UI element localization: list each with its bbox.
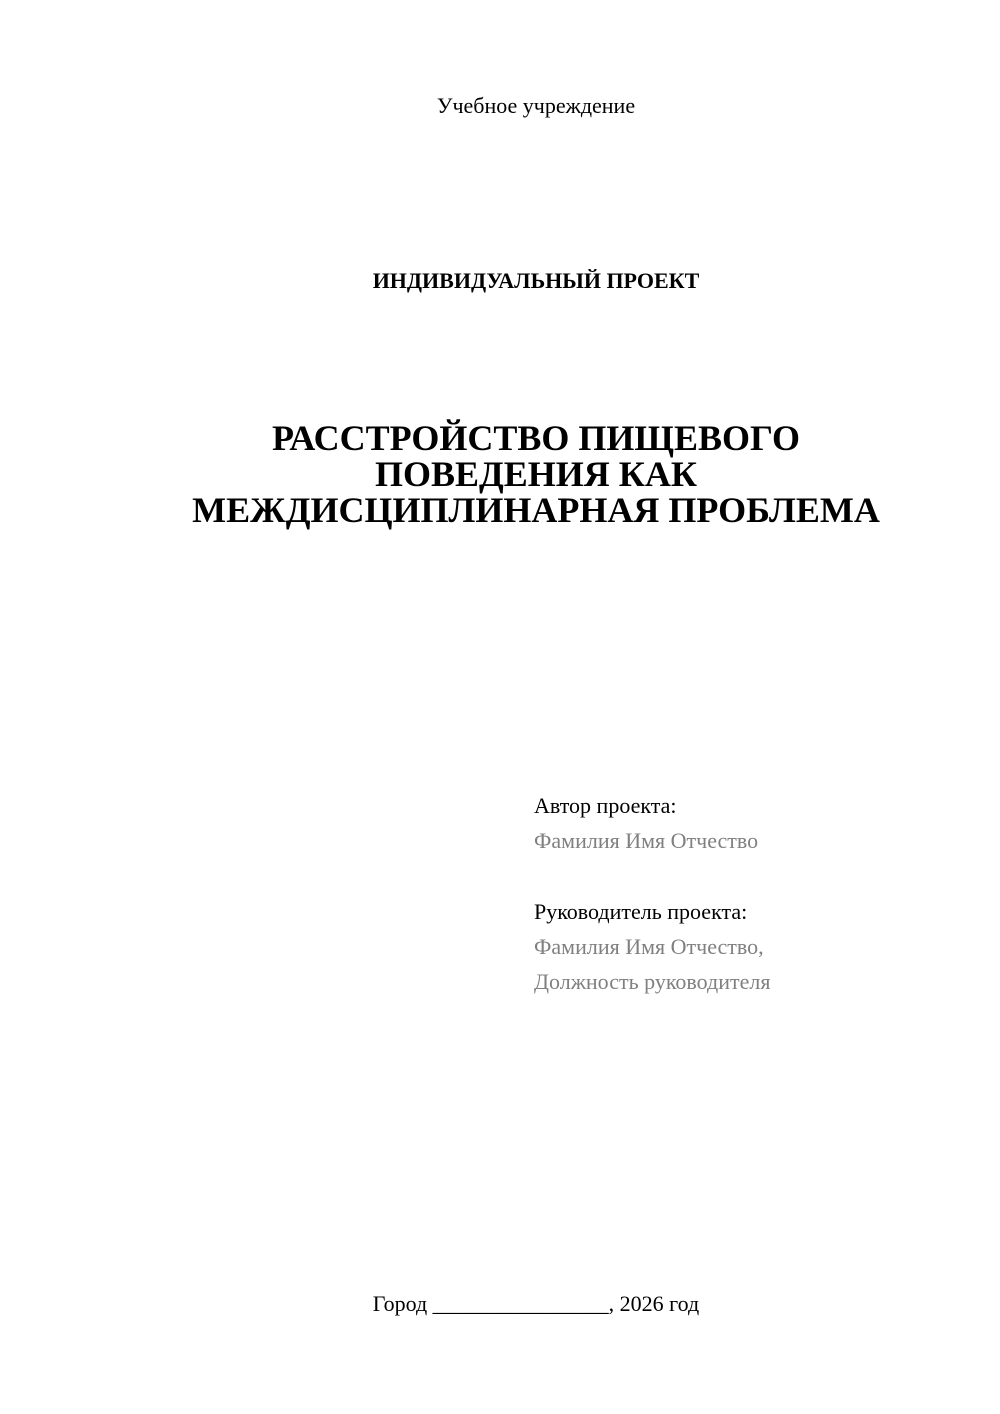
title-line: ПОВЕДЕНИЯ КАК xyxy=(374,454,697,494)
author-name: Фамилия Имя Отчество xyxy=(534,828,759,853)
supervisor-position: Должность руководителя xyxy=(534,969,771,994)
document-type: ИНДИВИДУАЛЬНЫЙ ПРОЕКТ xyxy=(372,268,700,293)
institution-name: Учебное учреждение xyxy=(436,93,636,118)
supervisor-name: Фамилия Имя Отчество, xyxy=(534,934,764,959)
supervisor-label: Руководитель проекта: xyxy=(534,899,748,924)
author-label: Автор проекта: xyxy=(534,793,677,818)
title-line: МЕЖДИСЦИПЛИНАРНАЯ ПРОБЛЕМА xyxy=(192,490,880,530)
title-line: РАССТРОЙСТВО ПИЩЕВОГО xyxy=(272,418,800,458)
city-year-footer: Город ________________, 2026 год xyxy=(372,1291,700,1316)
project-credits xyxy=(534,788,974,999)
project-title xyxy=(0,420,1000,528)
spacer xyxy=(534,858,974,894)
